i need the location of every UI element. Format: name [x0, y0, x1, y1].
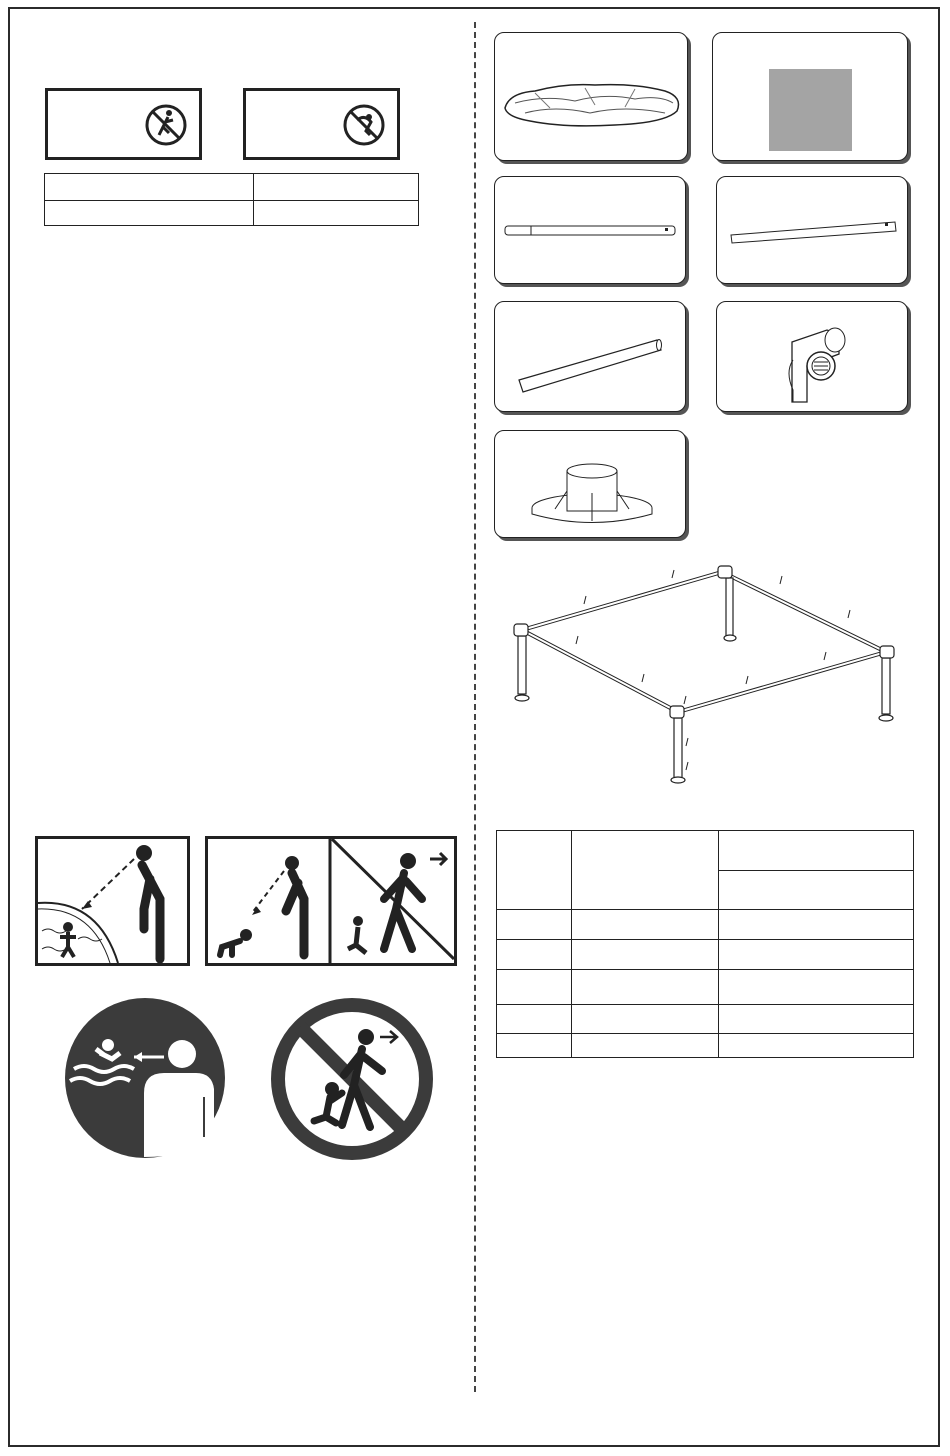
parts-table — [496, 830, 914, 1058]
no-diving-sign — [243, 88, 400, 160]
no-diving-icon — [339, 100, 389, 150]
no-climbing-icon — [141, 100, 191, 150]
watch-toddler-sign — [205, 836, 457, 966]
liner-icon — [495, 33, 685, 158]
column-divider — [474, 22, 476, 1392]
part-card-beam-b — [716, 176, 908, 284]
frame-assembly-diagram — [500, 560, 910, 800]
no-climbing-sign — [45, 88, 202, 160]
part-card-leg-cap — [494, 430, 686, 538]
leg-cap-icon — [495, 431, 683, 535]
part-card-t-joint — [716, 301, 908, 412]
beam-icon — [717, 177, 905, 281]
adult-rescue-icon — [64, 997, 226, 1159]
leg-icon — [495, 302, 683, 409]
gray-square-icon — [769, 69, 852, 151]
part-card-ground-cloth — [712, 32, 908, 161]
t-joint-icon — [717, 302, 905, 409]
part-card-leg — [494, 301, 686, 412]
part-card-liner — [494, 32, 688, 161]
spec-table — [44, 173, 419, 226]
adult-watching-child-icon — [38, 839, 187, 963]
beam-icon — [495, 177, 683, 281]
prohibited-leaving-icon — [270, 997, 434, 1161]
watch-child-in-pool-sign — [35, 836, 190, 966]
part-card-beam-a — [494, 176, 686, 284]
adult-watching-toddler-icon — [208, 839, 454, 963]
